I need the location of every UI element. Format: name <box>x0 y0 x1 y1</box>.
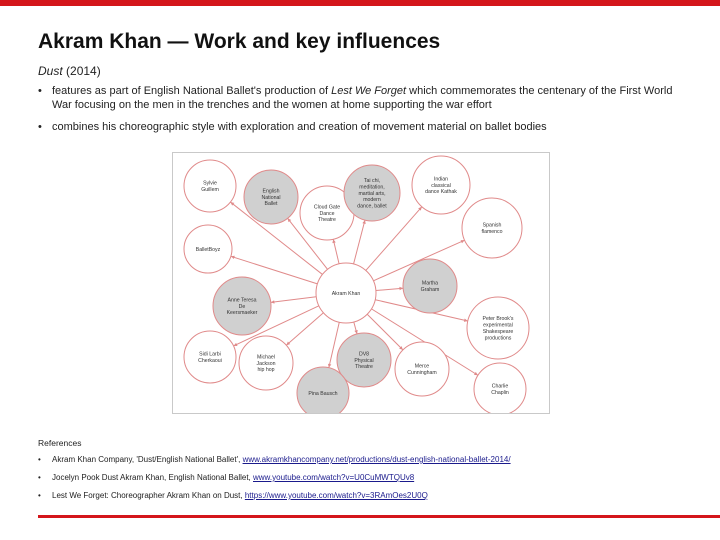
references-list <box>38 455 698 509</box>
influence-edge-taichi <box>354 220 365 264</box>
node-label: Tai chi, <box>363 178 381 184</box>
node-label: Theatre <box>318 217 336 224</box>
diagram-node-chaplin <box>474 363 526 413</box>
node-label: DV8 <box>358 351 370 358</box>
diagram-node-flamenco <box>462 198 522 258</box>
node-label: classical <box>431 182 451 189</box>
reference-link[interactable]: www.akramkhancompany.net/productions/dust-english-national-ballet-2014/ <box>242 455 511 464</box>
diagram-center-node <box>316 263 376 323</box>
node-label: flamenco <box>481 229 503 235</box>
influence-edge-dekeersmaeker <box>271 297 316 303</box>
node-label: National <box>261 194 281 201</box>
influence-edge-graham <box>376 288 403 290</box>
node-label: Cloud Gate <box>313 204 341 211</box>
node-label: Theatre <box>355 364 373 371</box>
diagram-node-sylvie <box>184 160 236 212</box>
node-label: dance Kathak <box>425 189 457 196</box>
influence-edge-jackson <box>286 313 323 345</box>
node-label: Keersmaeker <box>226 310 258 317</box>
node-label: productions <box>484 335 512 342</box>
diagram-node-dekeersmaeker <box>213 277 271 335</box>
bullet-text: features as part of English National Ballet's production of <box>52 85 332 97</box>
influence-arrowhead-balletboyz <box>231 256 235 259</box>
node-label: Graham <box>420 287 440 293</box>
bottom-accent-bar <box>38 515 720 518</box>
reference-link[interactable]: www.youtube.com/watch?v=U0CuMWTQUv8 <box>253 473 415 482</box>
node-label: hip hop <box>257 367 275 374</box>
references-title: References <box>38 438 82 448</box>
diagram-node-balletboyz <box>184 225 232 273</box>
node-label: Sylvie <box>203 180 217 187</box>
bullet-item <box>38 84 678 112</box>
node-label: experimental <box>483 322 513 329</box>
node-label: Ballet <box>264 201 278 208</box>
node-label: Guillem <box>201 187 219 193</box>
node-label: Jackson <box>256 360 276 367</box>
diagram-node-brook <box>467 297 529 359</box>
node-label: Charlie <box>491 383 509 390</box>
influence-diagram <box>172 152 550 414</box>
node-label: De <box>238 303 246 310</box>
reference-item: • Akram Khan Company, 'Dust/English National Ballet', www.akramkhancompany.net/productions/dust-english-national-ballet-2014/ <box>38 455 698 465</box>
diagram-node-graham <box>403 259 457 313</box>
influence-diagram-svg <box>173 153 549 413</box>
node-label: Anne Teresa <box>227 297 257 304</box>
node-label: Spanish <box>482 222 502 229</box>
node-label: Shakespeare <box>482 329 514 335</box>
node-label: Michael <box>257 354 275 361</box>
slide-subtitle <box>38 64 101 78</box>
top-accent-bar <box>0 0 720 6</box>
node-label: meditation, <box>359 184 385 191</box>
diagram-node-kathak <box>412 156 470 214</box>
diagram-node-cunningham <box>395 342 449 396</box>
node-label: Cunningham <box>407 370 437 376</box>
node-label: Merce <box>414 363 430 370</box>
diagram-node-taichi <box>344 165 400 221</box>
node-label: dance, ballet <box>357 203 387 210</box>
reference-item: • Lest We Forget: Choreographer Akram Khan on Dust, https://www.youtube.com/watch?v=3RAmOes2U0Q <box>38 491 698 501</box>
node-label: Akram Khan <box>331 290 361 297</box>
node-label: BalletBoyz <box>195 246 221 253</box>
node-label: Peter Brook's <box>482 316 514 323</box>
reference-link[interactable]: https://www.youtube.com/watch?v=3RAmOes2U0Q <box>244 491 428 500</box>
node-label: Pina Bausch <box>308 390 338 397</box>
node-label: Indian <box>433 176 449 183</box>
node-label: Sidi Larbi <box>199 351 221 358</box>
diagram-node-jackson <box>239 336 293 390</box>
node-label: Physical <box>354 357 374 364</box>
node-label: Chaplin <box>491 390 509 396</box>
bullet-italic: Lest We Forget <box>331 85 407 97</box>
node-label: Dance <box>319 210 335 217</box>
work-title: Dust <box>38 64 63 78</box>
work-year: (2014) <box>66 64 101 78</box>
bullet-text: combines his choreographic style with exploration and creation of movement material on ballet bodies <box>52 121 547 133</box>
node-label: modern <box>363 197 381 204</box>
node-label: Martha <box>421 280 439 287</box>
diagram-node-bausch <box>297 367 349 413</box>
bullet-list <box>38 84 678 142</box>
node-label: Cherkaoui <box>198 358 222 364</box>
node-label: martial arts, <box>358 190 386 197</box>
node-label: English <box>262 188 280 195</box>
influence-edge-cloudgate <box>333 239 339 264</box>
reference-item: • Jocelyn Pook Dust Akram Khan, English National Ballet, www.youtube.com/watch?v=U0CuMWTQUv8 <box>38 473 698 483</box>
bullet-item <box>38 120 678 134</box>
diagram-node-cherkaoui <box>184 331 236 383</box>
slide-title: Akram Khan — Work and key influences <box>38 30 441 53</box>
bullet-text: which commemorates the centenary of the First World War focusing on the men in the trenches and the women at home supporting the war effort <box>52 85 673 111</box>
diagram-node-enb <box>244 170 298 224</box>
